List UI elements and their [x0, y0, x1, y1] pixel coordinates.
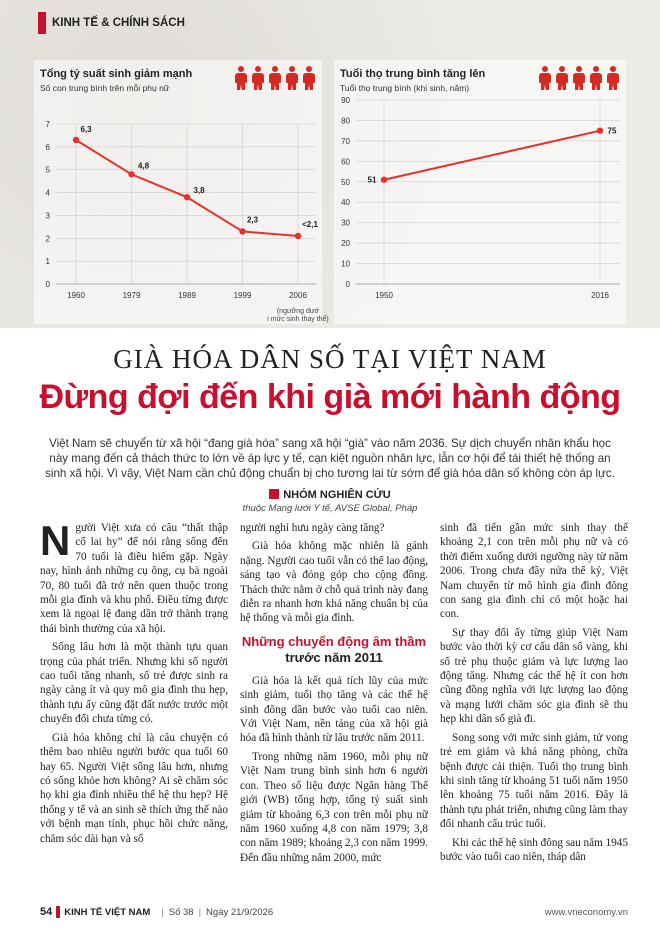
- x-tick-label: 1999: [233, 291, 252, 300]
- fertility-chart-title: Tổng tỷ suất sinh giảm mạnh: [40, 68, 193, 80]
- website: www.vneconomy.vn: [544, 906, 628, 918]
- drop-cap: N: [40, 521, 71, 564]
- paragraph: Già hóa không mặc nhiên là gánh nặng. Người cao tuổi vẫn có thể lao động, sáng tạo và đóng góp cho cộng đồng. Thách thức nằm ở chỗ quá trình này đang diễn ra nhanh hơn khả năng chuẩn bị của hệ thống và mỗi gia đình.: [240, 540, 428, 625]
- issue-number: Số 38: [168, 906, 194, 918]
- byline-text: NHÓM NGHIÊN CỨU: [283, 489, 391, 501]
- footer-bar: [56, 906, 60, 918]
- life-expectancy-chart: [334, 60, 626, 324]
- annotation: i mức sinh thay thế): [267, 316, 329, 323]
- paragraph: Người Việt xưa có câu “thất thập cổ lai hy” để nói rằng sống đến 70 tuổi là điều hiếm gặp. Ngày nay, hình ảnh những cụ ông, cụ bà ngoài 70, 80 tuổi đã trở nên quen thuộc trong mỗi gia đình và khu phố. Điều từng được xem là ngoại lệ đang dần trở thành trạng thái bình thường của xã hội.: [40, 521, 228, 635]
- life-expectancy-chart-subtitle: Tuổi thọ trung bình (khi sinh, năm): [340, 83, 470, 93]
- data-point: [128, 171, 134, 177]
- x-tick-label: 1979: [122, 291, 141, 300]
- y-tick-label: 30: [341, 218, 350, 228]
- series-line: [384, 131, 600, 180]
- page-number: 54: [40, 906, 53, 918]
- subheading-line-1: Những chuyển động âm thầm: [241, 633, 427, 649]
- y-tick-label: 90: [341, 96, 350, 105]
- byline-mark-icon: [269, 489, 279, 499]
- paragraph: Song song với mức sinh giảm, tử vong trẻ em giảm và khả năng phòng, chữa bệnh được cải thiện. Tuổi thọ trung bình khi sinh tăng từ khoảng 51 tuổi năm 1950 lên khoảng 75 tuổi năm 2016. Đây là thành tựu phát triển, nhưng cũng làm thay đổi nhanh cấu trúc tuổi.: [440, 731, 628, 831]
- y-tick-label: 6: [45, 142, 50, 152]
- lede: Việt Nam sẽ chuyển từ xã hội “đang già hóa” sang xã hội “già” vào năm 2036. Sự dịch chuyển nhân khẩu học này mang đến cả thách thức to lớn về áp lực y tế, cạn kiệt nguồn nhân lực, lẫn cơ hội để tái thiết hệ thống an sinh xã hội. Vì vậy, Việt Nam cần chủ động chuẩn bị cho tương lai từ sớm để già hóa dân số không còn áp lực.: [45, 437, 615, 480]
- paragraph: Sống lâu hơn là một thành tựu quan trọng của phát triển. Nhưng khi số người cao tuổi tăng nhanh, số trẻ được sinh ra ngày càng ít và quy mô gia đình thu hẹp, thành tựu ấy cũng đặt đất nước trước một chuyển đổi chưa từng có.: [40, 641, 228, 726]
- data-label: 51: [367, 175, 377, 185]
- paragraph: người nghỉ hưu ngày càng tăng?: [240, 522, 385, 534]
- data-point: [295, 233, 301, 239]
- subheading-line-2: trước năm 2011: [285, 649, 383, 665]
- y-tick-label: 4: [45, 188, 50, 198]
- y-tick-label: 5: [45, 165, 50, 175]
- article-body: [40, 521, 628, 889]
- paragraph: Khi các thế hệ sinh đông sau năm 1945 bước vào tuổi cao niên, tháp dân: [440, 836, 628, 863]
- kicker: GIÀ HÓA DÂN SỐ TẠI VIỆT NAM: [113, 344, 547, 374]
- affiliation: thuộc Mạng lưới Y tế, AVSE Global, Pháp: [242, 503, 418, 514]
- data-point: [239, 228, 245, 234]
- separator: |: [198, 906, 202, 918]
- x-tick-label: 2016: [591, 291, 609, 300]
- data-label: 6,3: [80, 125, 92, 134]
- section-label: KINH TẾ & CHÍNH SÁCH: [52, 17, 185, 29]
- column-3: [440, 521, 628, 889]
- life-expectancy-chart-title: Tuổi thọ trung bình tăng lên: [340, 68, 486, 80]
- byline: [0, 489, 660, 501]
- y-tick-label: 3: [45, 211, 50, 221]
- separator: |: [161, 906, 164, 918]
- data-label: 75: [607, 126, 617, 136]
- data-point: [381, 177, 387, 183]
- y-tick-label: 60: [341, 157, 350, 167]
- section-bar: [38, 12, 46, 34]
- x-tick-label: 1950: [375, 291, 393, 300]
- life-expectancy-chart-panel: [334, 60, 626, 324]
- y-tick-label: 20: [341, 239, 350, 249]
- y-tick-label: 0: [45, 280, 50, 289]
- data-label: 2,3: [246, 215, 259, 225]
- magazine-name: KINH TẾ VIỆT NAM: [64, 906, 151, 918]
- infographic-banner: [0, 0, 660, 328]
- x-tick-label: 1989: [178, 291, 196, 300]
- annotation: (ngưỡng dướ: [276, 308, 320, 315]
- y-tick-label: 2: [45, 234, 50, 244]
- data-point: [184, 194, 190, 200]
- subheading: [240, 634, 428, 666]
- paragraph: Già hóa không chỉ là câu chuyện có thêm bao nhiêu người bước qua tuổi 60 hay 65. Người Việt sống lâu hơn, nhưng có sống khỏe hơn không? Ai sẽ chăm sóc họ khi gia đình nhiều thế hệ thu hẹp? Hệ thống y tế và an sinh sẽ thích ứng thế nào với bệnh mạn tính, phục hồi chức năng, chăm sóc dài hạn và số: [40, 731, 228, 845]
- y-tick-label: 0: [345, 280, 350, 289]
- data-label: 3,8: [193, 186, 205, 196]
- fertility-chart: [34, 60, 329, 324]
- data-point: [597, 127, 603, 133]
- column-2: [240, 521, 428, 889]
- paragraph: Trong những năm 1960, mỗi phụ nữ Việt Nam trung bình sinh hơn 6 người con. Theo số liệu được Ngân hàng Thế giới (WB) tổng hợp, tổng tỷ suất sinh giảm từ khoảng 6,3 con trên mỗi phụ nữ năm 1960 xuống 4,8 con năm 1979; 3,8 con năm 1989; khoảng 2,3 con năm 1999. Đến đầu những năm 2000, mức: [240, 750, 428, 864]
- paragraph: Sự thay đổi ấy từng giúp Việt Nam bước vào thời kỳ cơ cấu dân số vàng, khi số trẻ phụ thuộc giảm và lực lượng lao động tăng. Nhưng các thế hệ ít con hơn cũng đồng nghĩa với lực lượng lao động và mạng lưới chăm sóc gia đình sẽ thu hẹp khi dân số già đi.: [440, 626, 628, 726]
- y-tick-label: 40: [341, 198, 350, 208]
- paragraph: Già hóa là kết quả tích lũy của mức sinh giảm, tuổi thọ tăng và các thế hệ sinh đông dần bước vào tuổi cao niên. Với Việt Nam, nền tảng của xã hội già hóa đã hình thành từ lâu trước năm 2011.: [240, 674, 428, 745]
- section-tag: [38, 12, 185, 34]
- data-label: <2,1: [302, 220, 318, 229]
- paragraph: sinh đã tiến gần mức sinh thay thế khoảng 2,1 con trên mỗi phụ nữ và có thời điểm xuống dưới ngưỡng này từ năm 2006. Trong chưa đầy nửa thế kỷ, Việt Nam chuyển từ mô hình gia đình đông con sang gia đình chỉ có một hoặc hai con.: [440, 522, 628, 621]
- page-footer: [40, 904, 628, 920]
- y-tick-label: 10: [341, 259, 350, 269]
- data-label: 4,8: [137, 161, 150, 171]
- y-tick-label: 7: [45, 120, 50, 129]
- column-1: [40, 521, 228, 889]
- x-tick-label: 2006: [289, 291, 307, 300]
- data-point: [73, 137, 79, 143]
- y-tick-label: 70: [341, 136, 350, 146]
- issue-date: Ngày 21/9/2026: [206, 906, 274, 918]
- y-tick-label: 80: [341, 116, 350, 126]
- x-tick-label: 1960: [67, 291, 85, 300]
- fertility-chart-panel: [34, 60, 329, 324]
- y-tick-label: 50: [341, 177, 350, 187]
- y-tick-label: 1: [45, 257, 50, 267]
- fertility-chart-subtitle: Số con trung bình trên mỗi phụ nữ: [40, 83, 170, 93]
- headline: Đừng đợi đến khi già mới hành động: [39, 378, 621, 416]
